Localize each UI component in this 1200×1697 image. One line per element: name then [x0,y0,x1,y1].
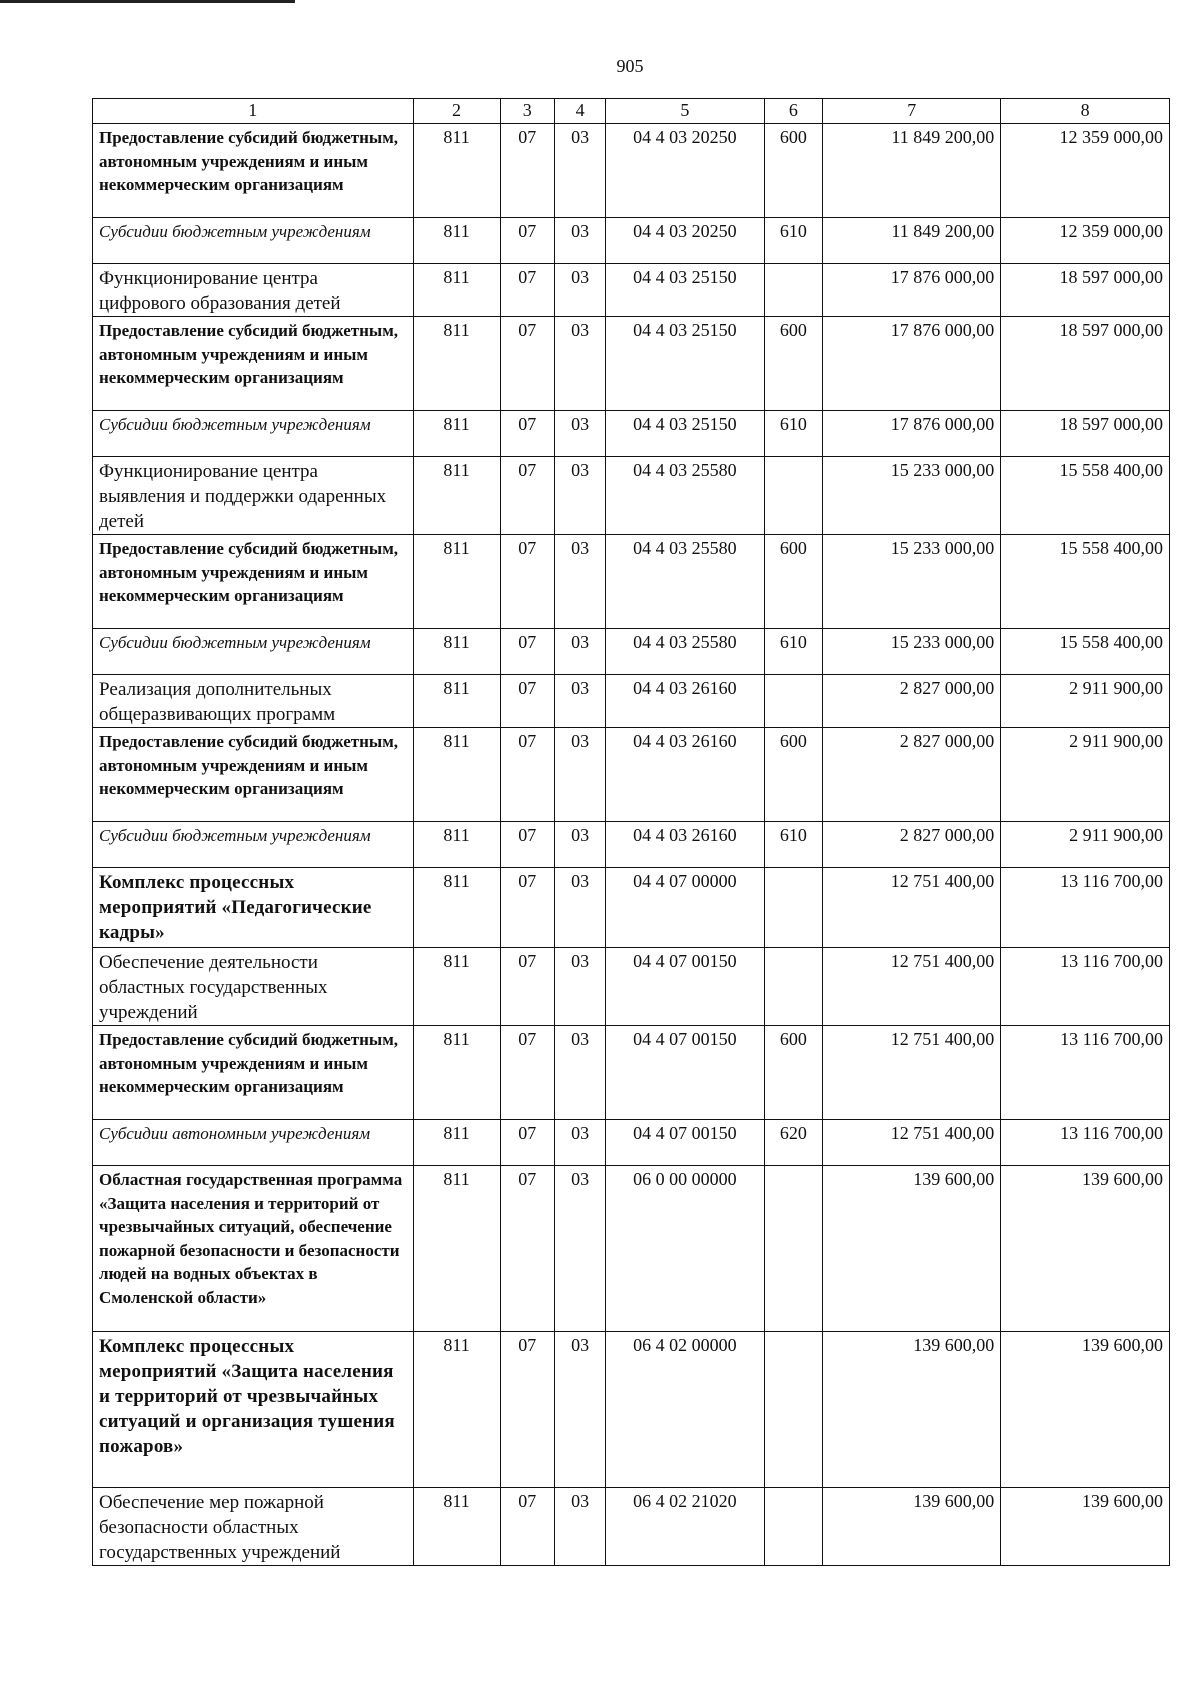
row-amount-7: 12 751 400,00 [823,868,1001,948]
row-amount-7: 12 751 400,00 [823,1120,1001,1166]
table-row [93,868,1170,948]
row-amount-8: 13 116 700,00 [1001,1120,1170,1166]
row-code-5: 04 4 03 25150 [606,411,764,457]
row-code-6: 610 [764,218,823,264]
row-code-2: 811 [413,1026,500,1120]
row-name: Обеспечение деятельности областных государственных учреждений [93,948,414,1026]
row-code-6: 610 [764,822,823,868]
row-amount-7: 17 876 000,00 [823,317,1001,411]
table-row [93,675,1170,728]
row-name: Предоставление субсидий бюджетным, автономным учреждениям и иным некоммерческим организациям [93,317,414,411]
row-code-5: 06 4 02 00000 [606,1332,764,1488]
row-amount-7: 11 849 200,00 [823,218,1001,264]
table-row [93,1332,1170,1488]
row-code-6 [764,457,823,535]
row-name: Субсидии автономным учреждениям [93,1120,414,1166]
row-name: Предоставление субсидий бюджетным, автономным учреждениям и иным некоммерческим организациям [93,1026,414,1120]
row-code-2: 811 [413,218,500,264]
row-code-2: 811 [413,1332,500,1488]
row-code-6: 610 [764,629,823,675]
row-code-3: 07 [500,1120,554,1166]
row-code-2: 811 [413,264,500,317]
row-code-5: 04 4 03 25580 [606,457,764,535]
table-row [93,535,1170,629]
table-row [93,218,1170,264]
row-amount-7: 17 876 000,00 [823,264,1001,317]
row-code-3: 07 [500,728,554,822]
row-name: Обеспечение мер пожарной безопасности областных государственных учреждений [93,1488,414,1566]
row-code-2: 811 [413,868,500,948]
column-header: 1 [93,99,414,124]
row-name: Комплекс процессных мероприятий «Защита населения и территорий от чрезвычайных ситуаций и организация тушения пожаров» [93,1332,414,1488]
row-amount-7: 2 827 000,00 [823,822,1001,868]
row-name: Областная государственная программа «Защита населения и территорий от чрезвычайных ситуаций, обеспечение пожарной безопасности и безопасности людей на водных объектах в Смоленской области» [93,1166,414,1332]
row-code-4: 03 [555,1332,606,1488]
row-amount-8: 139 600,00 [1001,1488,1170,1566]
row-name: Комплекс процессных мероприятий «Педагогические кадры» [93,868,414,948]
row-code-6 [764,1166,823,1332]
table-row [93,1488,1170,1566]
row-code-5: 04 4 07 00150 [606,1120,764,1166]
row-name: Функционирование центра цифрового образования детей [93,264,414,317]
row-name: Субсидии бюджетным учреждениям [93,411,414,457]
row-amount-7: 139 600,00 [823,1166,1001,1332]
table-row [93,822,1170,868]
row-code-4: 03 [555,868,606,948]
row-code-3: 07 [500,868,554,948]
row-code-2: 811 [413,948,500,1026]
column-header: 6 [764,99,823,124]
row-amount-7: 15 233 000,00 [823,457,1001,535]
row-code-5: 04 4 07 00150 [606,1026,764,1120]
row-code-4: 03 [555,1120,606,1166]
row-code-2: 811 [413,629,500,675]
row-amount-7: 139 600,00 [823,1332,1001,1488]
row-code-3: 07 [500,629,554,675]
table-row [93,124,1170,218]
table-row [93,948,1170,1026]
table-row [93,629,1170,675]
budget-table [92,98,1170,1566]
scan-edge-line [0,0,295,3]
row-code-4: 03 [555,218,606,264]
row-amount-8: 13 116 700,00 [1001,1026,1170,1120]
row-code-3: 07 [500,822,554,868]
row-code-4: 03 [555,124,606,218]
row-code-6: 600 [764,728,823,822]
column-header: 7 [823,99,1001,124]
row-code-4: 03 [555,457,606,535]
row-name: Предоставление субсидий бюджетным, автономным учреждениям и иным некоммерческим организациям [93,535,414,629]
row-code-6 [764,264,823,317]
row-code-4: 03 [555,411,606,457]
table-row [93,457,1170,535]
row-code-5: 04 4 07 00150 [606,948,764,1026]
row-code-2: 811 [413,411,500,457]
row-code-5: 04 4 03 20250 [606,124,764,218]
row-code-6 [764,675,823,728]
row-code-3: 07 [500,1166,554,1332]
row-code-6: 600 [764,535,823,629]
row-amount-8: 13 116 700,00 [1001,948,1170,1026]
row-amount-8: 12 359 000,00 [1001,218,1170,264]
row-amount-8: 2 911 900,00 [1001,675,1170,728]
row-code-2: 811 [413,1166,500,1332]
row-code-2: 811 [413,457,500,535]
row-name: Реализация дополнительных общеразвивающих программ [93,675,414,728]
column-header: 5 [606,99,764,124]
row-code-5: 04 4 03 26160 [606,675,764,728]
row-code-2: 811 [413,1120,500,1166]
row-name: Предоставление субсидий бюджетным, автономным учреждениям и иным некоммерческим организациям [93,728,414,822]
row-name: Субсидии бюджетным учреждениям [93,218,414,264]
row-amount-8: 18 597 000,00 [1001,264,1170,317]
row-code-5: 04 4 03 26160 [606,728,764,822]
row-code-3: 07 [500,317,554,411]
row-code-4: 03 [555,264,606,317]
row-code-5: 04 4 03 25150 [606,264,764,317]
row-name: Субсидии бюджетным учреждениям [93,629,414,675]
row-code-5: 06 0 00 00000 [606,1166,764,1332]
table-row [93,1166,1170,1332]
column-header: 2 [413,99,500,124]
row-amount-8: 2 911 900,00 [1001,822,1170,868]
table-row [93,1120,1170,1166]
row-amount-8: 13 116 700,00 [1001,868,1170,948]
row-code-6 [764,1332,823,1488]
row-code-3: 07 [500,1026,554,1120]
row-amount-8: 139 600,00 [1001,1166,1170,1332]
row-code-3: 07 [500,535,554,629]
table-row [93,264,1170,317]
row-code-4: 03 [555,675,606,728]
row-code-5: 04 4 03 20250 [606,218,764,264]
row-code-4: 03 [555,535,606,629]
row-code-5: 04 4 03 25580 [606,535,764,629]
column-header: 4 [555,99,606,124]
row-code-5: 04 4 03 25150 [606,317,764,411]
row-code-4: 03 [555,822,606,868]
row-amount-7: 2 827 000,00 [823,675,1001,728]
row-code-2: 811 [413,728,500,822]
row-code-6 [764,948,823,1026]
row-amount-7: 15 233 000,00 [823,629,1001,675]
row-amount-7: 11 849 200,00 [823,124,1001,218]
row-code-3: 07 [500,457,554,535]
row-code-5: 06 4 02 21020 [606,1488,764,1566]
row-amount-7: 139 600,00 [823,1488,1001,1566]
row-code-3: 07 [500,124,554,218]
row-name: Предоставление субсидий бюджетным, автономным учреждениям и иным некоммерческим организациям [93,124,414,218]
row-code-4: 03 [555,1488,606,1566]
row-code-4: 03 [555,1026,606,1120]
row-amount-8: 15 558 400,00 [1001,629,1170,675]
table-row [93,728,1170,822]
row-amount-8: 18 597 000,00 [1001,411,1170,457]
row-code-4: 03 [555,317,606,411]
row-code-2: 811 [413,317,500,411]
row-code-3: 07 [500,948,554,1026]
row-amount-8: 139 600,00 [1001,1332,1170,1488]
row-code-2: 811 [413,675,500,728]
row-code-5: 04 4 03 26160 [606,822,764,868]
row-amount-8: 15 558 400,00 [1001,457,1170,535]
row-code-5: 04 4 03 25580 [606,629,764,675]
table-row [93,1026,1170,1120]
row-code-4: 03 [555,728,606,822]
row-amount-8: 12 359 000,00 [1001,124,1170,218]
row-code-2: 811 [413,1488,500,1566]
row-code-2: 811 [413,822,500,868]
row-code-6 [764,868,823,948]
row-code-3: 07 [500,411,554,457]
row-code-4: 03 [555,1166,606,1332]
table-row [93,411,1170,457]
row-code-6: 600 [764,1026,823,1120]
row-code-6 [764,1488,823,1566]
row-amount-7: 17 876 000,00 [823,411,1001,457]
row-amount-8: 2 911 900,00 [1001,728,1170,822]
row-code-6: 600 [764,317,823,411]
row-code-2: 811 [413,124,500,218]
table-header-row [93,99,1170,124]
row-code-3: 07 [500,1332,554,1488]
row-amount-8: 18 597 000,00 [1001,317,1170,411]
row-name: Субсидии бюджетным учреждениям [93,822,414,868]
column-header: 8 [1001,99,1170,124]
row-amount-7: 12 751 400,00 [823,948,1001,1026]
row-amount-7: 12 751 400,00 [823,1026,1001,1120]
row-code-3: 07 [500,1488,554,1566]
row-code-5: 04 4 07 00000 [606,868,764,948]
row-code-2: 811 [413,535,500,629]
table-row [93,317,1170,411]
row-code-4: 03 [555,629,606,675]
row-code-3: 07 [500,218,554,264]
row-code-4: 03 [555,948,606,1026]
row-code-6: 620 [764,1120,823,1166]
column-header: 3 [500,99,554,124]
table-body [93,99,1170,1566]
row-amount-7: 15 233 000,00 [823,535,1001,629]
row-code-6: 610 [764,411,823,457]
row-code-3: 07 [500,675,554,728]
row-amount-7: 2 827 000,00 [823,728,1001,822]
page-number: 905 [616,56,644,76]
row-code-6: 600 [764,124,823,218]
row-amount-8: 15 558 400,00 [1001,535,1170,629]
row-name: Функционирование центра выявления и поддержки одаренных детей [93,457,414,535]
row-code-3: 07 [500,264,554,317]
